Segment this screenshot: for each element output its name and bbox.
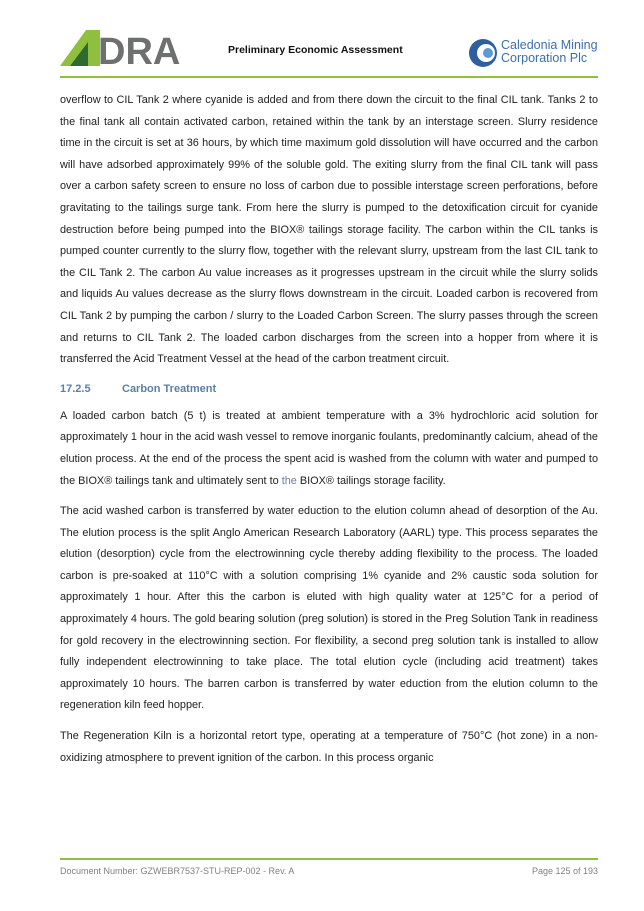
header-divider — [60, 76, 598, 78]
paragraph-text: BIOX® tailings storage facility. — [296, 474, 446, 487]
company-name-line2: Corporation Plc — [501, 51, 588, 65]
section-title: Carbon Treatment — [122, 382, 217, 395]
body-paragraph: The acid washed carbon is transferred by water eduction to the elution column ahead of desorption of the Au. The elution process is the split Anglo American Research Laboratory (AARL) type. This process separates the elution (desorption) cycle from the electrowinning cycle thereby adding flexibility to the process. The loaded carbon is pre-soaked at 110°C with a solution comprising 1% cyanide and 2% caustic soda solution for approximately 1 hour. After this the carbon is eluted with high quality water at 125°C for a period of approximately 4 hours. The gold bearing solution (preg solution) is stored in the Preg Solution Tank in readiness for gold recovery in the electrowinning section. For flexibility, a second preg solution tank is installed to allow fully independent electrowinning to take place. The total elution cycle (including acid treatment) takes approximately 10 hours. The barren carbon is transferred by water eduction from the elution column to the regeneration kiln feed hopper. — [60, 505, 598, 712]
caledonia-logo — [468, 38, 598, 70]
page-header — [0, 0, 644, 80]
dra-logo-text: DRA — [98, 31, 181, 68]
page-number: Page 125 of 193 — [531, 866, 598, 876]
dra-logo — [60, 28, 200, 68]
page-body — [60, 90, 598, 778]
section-number: 17.2.5 — [60, 382, 91, 395]
caledonia-logo-icon — [468, 38, 498, 68]
highlighted-word: the — [281, 474, 297, 487]
body-paragraph: overflow to CIL Tank 2 where cyanide is added and from there down the circuit to the final CIL tank. Tanks 2 to the final tank all contain activated carbon, retained within the tank by an interstage screen. Slurry residence time in the circuit is set at 36 hours, by which time maximum gold dissolution will have occurred and the carbon will have adsorbed approximately 99% of the soluble gold. The exiting slurry from the final CIL tank will pass over a carbon safety screen to ensure no loss of carbon due to possible interstage screen perforations, before gravitating to the tailings surge tank. From here the slurry is pumped to the detoxification circuit for cyanide destruction before being pumped into the BIOX® tailings storage facility. The carbon within the CIL tanks is pumped counter currently to the slurry flow, together with the relevant slurry, upstream from the last CIL tank to the CIL Tank 2. The carbon Au value increases as it progresses upstream in the circuit while the slurry solids and liquids Au values decrease as the slurry flows downstream in the circuit. Loaded carbon is recovered from CIL Tank 2 by pumping the carbon / slurry to the Loaded Carbon Screen. The slurry passes through the screen and returns to CIL Tank 2. The loaded carbon discharges from the screen into a hopper from where it is transferred the Acid Treatment Vessel at the head of the carbon treatment circuit. — [60, 94, 598, 366]
page-footer — [60, 866, 598, 876]
company-name-line1: Caledonia Mining — [501, 38, 598, 52]
document-title: Preliminary Economic Assessment — [228, 44, 403, 56]
caledonia-logo-text — [501, 39, 598, 65]
body-paragraph — [60, 406, 598, 492]
section-heading — [60, 381, 598, 397]
footer-divider — [60, 858, 598, 860]
body-paragraph: The Regeneration Kiln is a horizontal retort type, operating at a temperature of 750°C (hot zone) in a non-oxidizing atmosphere to prevent ignition of the carbon. In this process organic — [60, 730, 598, 764]
document-number: Document Number: GZWEBR7537-STU-REP-002 - Rev. A — [60, 866, 295, 876]
paragraph-text: A loaded carbon batch (5 t) is treated at ambient temperature with a 3% hydrochloric acid solution for approximately 1 hour in the acid wash vessel to remove inorganic foulants, predominantly calcium, ahead of the elution process. At the end of the process the spent acid is washed from the column with water and pumped to the BIOX® tailings tank and ultimately sent to — [60, 409, 598, 487]
